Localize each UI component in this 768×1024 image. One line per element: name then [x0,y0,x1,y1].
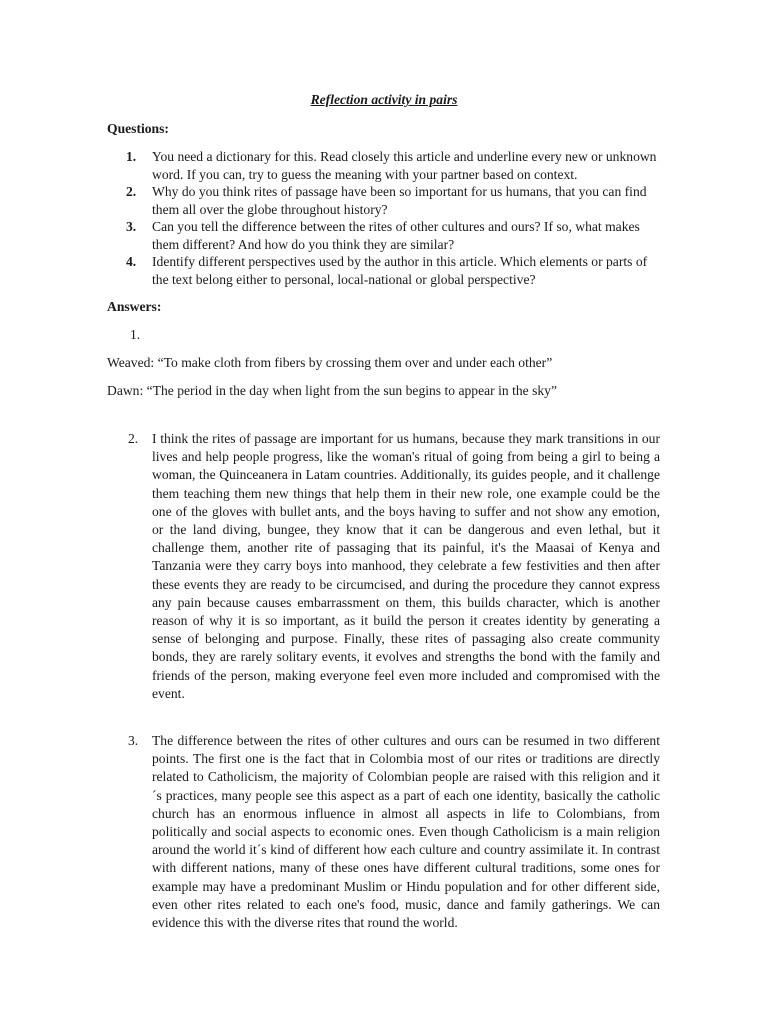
answer-1-number: 1. [130,327,141,342]
page-title: Reflection activity in pairs [310,92,458,107]
questions-heading: Questions: [107,121,169,136]
definition-dawn: Dawn: “The period in the day when light from the sun begins to appear in the sky” [107,383,557,398]
question-text: Can you tell the difference between the rites of other cultures and ours? If so, what makes them different? And how do you think they are similar? [152,219,640,252]
answer-3 [128,732,660,932]
definition-weaved: Weaved: “To make cloth from fibers by crossing them over and under each other” [107,355,553,370]
question-item [126,253,666,288]
answer-2-text: I think the rites of passage are important for us humans, because they mark transitions in our lives and help people progress, like the woman's ritual of going from being a girl to being a woman, the Quinceanera in Latam countries. Additionally, its guides people, and it challenge them teaching them new things that help them in their new role, one example could be the one of the gloves with bullet ants, and the boys having to suffer and not show any emotion, or the land diving, bungee, they know that it can be dangerous and even lethal, but it challenge them, another rite of passaging that its painful, it's the Maasai of Kenya and Tanzania were they carry boys into manhood, they celebrate a few festivities and then after these events they are ready to be circumcised, and during the procedure they cannot express any pain because causes embarrassment on them, this builds character, which is another reason of why it is so important, as it build the person it creates identity by generating a sense of belonging and purpose. Finally, these rites of passaging also create community bonds, they are rarely solitary events, it evolves and strengths the bond with the family and friends of the person, making everyone feel even more included and compromised with the event. [152,431,660,701]
question-item [126,183,666,218]
question-text: Why do you think rites of passage have been so important for us humans, that you can find them all over the globe throughout history? [152,184,647,217]
answer-3-number: 3. [128,733,139,748]
question-item [126,148,666,183]
answer-3-text: The difference between the rites of other cultures and ours can be resumed in two different points. The first one is the fact that in Colombia most of our rites or traditions are directly related to Catholicism, the majority of Colombian people are raised with this religion and it ´s practices, many people see this aspect as a part of each one identity, basically the catholic church has an enormous influence in almost all aspects in life to Colombians, from politically and social aspects to economic ones. Even though Catholicism is a main religion around the world it´s kind of different how each culture and country assimilate it. In contrast with different nations, many of these ones have different cultural traditions, some ones for example may have a predominant Muslim or Hindu population and for other different side, even other rites related to each one's food, music, dance and family gatherings. We can evidence this with the diverse rites that round the world. [152,733,660,931]
question-number: 3. [126,219,137,234]
answer-2 [128,430,660,703]
question-number: 1. [126,149,137,164]
question-number: 2. [126,184,137,199]
question-text: Identify different perspectives used by the author in this article. Which elements or parts of the text belong either to personal, local-national or global perspective? [152,254,648,287]
answer-2-number: 2. [128,431,139,446]
answers-heading: Answers: [107,299,162,314]
questions-list [126,148,666,288]
question-text: You need a dictionary for this. Read closely this article and underline every new or unknown word. If you can, try to guess the meaning with your partner based on context. [152,149,657,182]
question-number: 4. [126,254,137,269]
question-item [126,218,666,253]
